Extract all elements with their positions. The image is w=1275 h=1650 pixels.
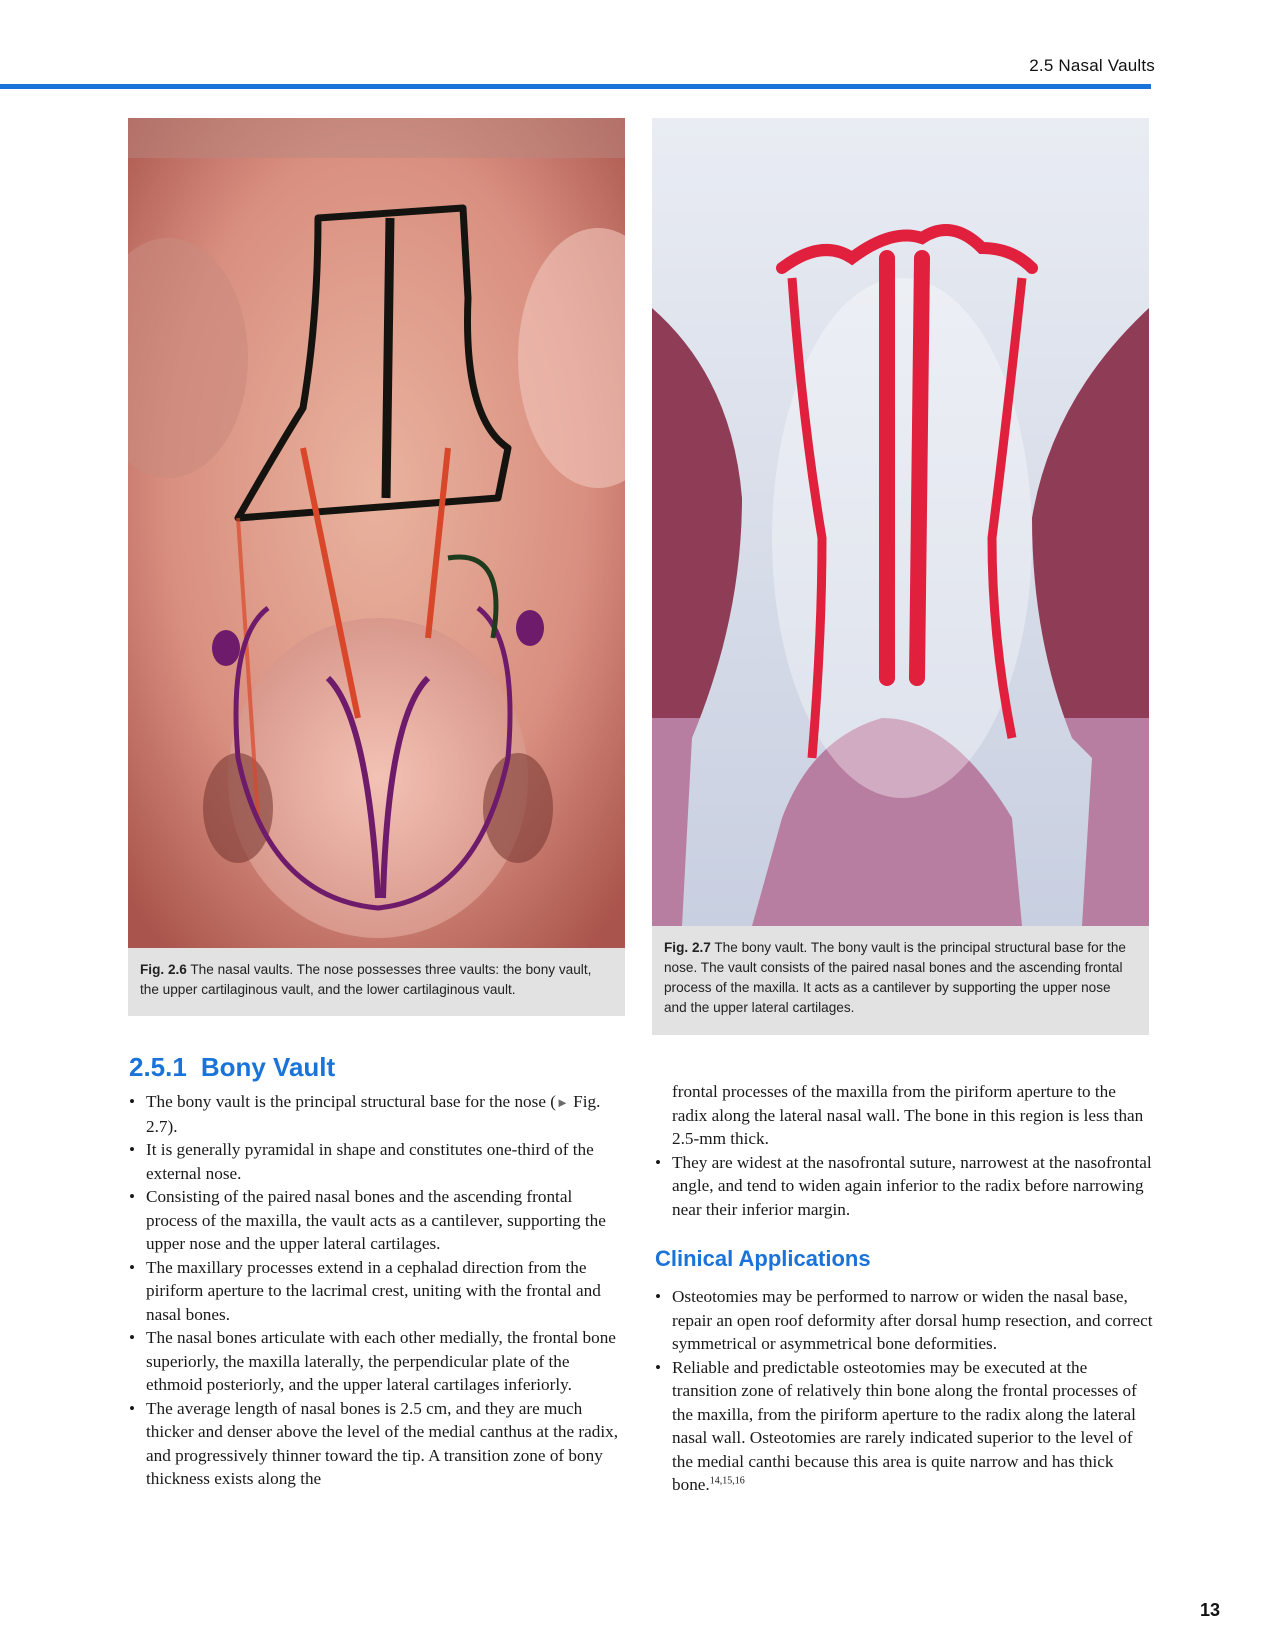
figure-label: Fig. 2.6 [140,962,187,977]
bullet-list [655,1285,1153,1497]
list-item: • Osteotomies may be performed to narrow or widen the nasal base, repair an open roof deformity after dorsal hump resection, and correct symmetrical or asymmetrical bone deformities. [655,1285,1153,1356]
list-item: • Consisting of the paired nasal bones and the ascending frontal process of the maxilla, the vault acts as a cantilever, supporting the upper nose and the upper lateral cartilages. [129,1185,627,1256]
cross-reference-arrow-icon: ► [556,1095,569,1110]
list-item: • The average length of nasal bones is 2.5 cm, and they are much thicker and denser above the level of the medial canthus at the radix, and progressively thinner toward the tip. A transition zone of bony thickness exists along the [129,1397,627,1491]
bullet-list [655,1151,1153,1222]
right-column-top [655,1080,1153,1221]
figure-label: Fig. 2.7 [664,940,711,955]
paragraph-continuation: frontal processes of the maxilla from the piriform aperture to the radix along the lateral nasal wall. The bone in this region is less than 2.5-mm thick. [672,1082,1144,1148]
section-heading [129,1052,335,1083]
skull-photo-illustration [652,118,1149,926]
figure-caption-text: The nasal vaults. The nose possesses three vaults: the bony vault, the upper cartilaginous vault, and the lower cartilaginous vault. [140,962,592,997]
nose-photo [128,118,625,948]
left-column [129,1090,627,1491]
list-item: • It is generally pyramidal in shape and constitutes one-third of the external nose. [129,1138,627,1185]
figure-caption [140,960,613,1000]
list-item: • The maxillary processes extend in a cephalad direction from the piriform aperture to the lacrimal crest, uniting with the frontal and nasal bones. [129,1256,627,1327]
bullet-list [129,1090,627,1491]
subsection-heading: Clinical Applications [655,1246,871,1271]
section-title: Bony Vault [200,1052,336,1082]
page-number: 13 [1199,1600,1220,1620]
nose-photo-illustration [128,118,625,948]
citation-refs[interactable]: 14,15,16 [709,1475,745,1487]
list-item: • The nasal bones articulate with each other medially, the frontal bone superiorly, the maxilla laterally, the perpendicular plate of the ethmoid posteriorly, and the upper lateral cartilages inferiorly. [129,1326,627,1397]
list-item-text: ). [167,1116,178,1136]
list-item [129,1090,627,1138]
figure-2-6 [128,118,625,1016]
skull-photo [652,118,1149,926]
figure-caption-text: The bony vault. The bony vault is the principal structural base for the nose. The vault consists of the paired nasal bones and the ascending frontal process of the maxilla. It acts as a cantilever by supporting the upper nose and the upper lateral cartilages. [664,940,1126,1015]
list-item: • They are widest at the nasofrontal suture, narrowest at the nasofrontal angle, and tend to widen again inferior to the radix before narrowing near their inferior margin. [655,1151,1153,1222]
list-item-text: The bony vault is the principal structural base for the nose ( [146,1092,556,1111]
figure-caption [664,938,1137,1018]
list-item-text: Reliable and predictable osteotomies may be executed at the transition zone of relatively thin bone along the frontal processes of the maxilla, from the piriform aperture to the radix along the lateral nasal wall. Osteotomies are rarely indicated superior to the level of the medial canthi because this area is quite narrow and has thick bone. [672,1357,1137,1494]
list-item [655,1356,1153,1497]
figure-2-7 [652,118,1149,1035]
running-head: 2.5 Nasal Vaults [1029,56,1155,75]
header-rule [0,84,1151,89]
section-number: 2.5.1 [129,1052,187,1082]
figure-reference-link[interactable]: Fig. 2.7 [146,1092,601,1136]
right-column-bottom [655,1285,1153,1497]
